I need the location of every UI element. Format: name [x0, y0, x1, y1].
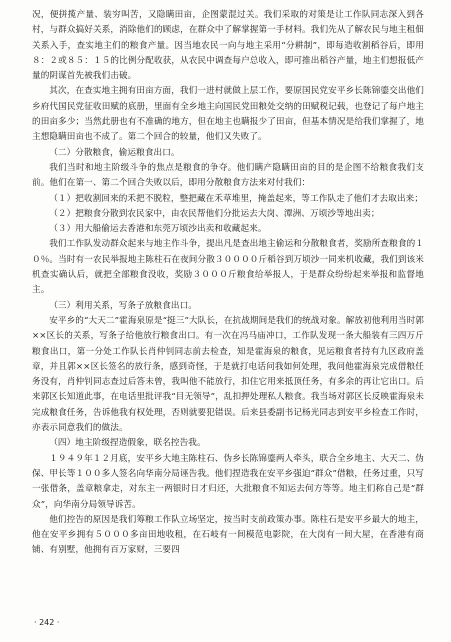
- paragraph: １９４９年１２月底，安平乡大地主陈柱石、伪乡长陈锦鎏两人牵头，联合全乡地主、大天二、伪保、甲长等１００多人签名向华南分局诬告我。他们捏造我在安平乡强迫“群众”借粮，任务过重，只写一张借条，盖章粮拿走，对东主一两银时日才归还，大批粮食不知运去何方等等。地主们称自己是“群众”，向华南分局领导诉苦。: [32, 453, 424, 510]
- page-body: [32, 8, 424, 559]
- list-item: （３）用大船偷运去香港和东莞万顷沙出卖和收藏起来。: [49, 224, 267, 235]
- list-item: （２）把粮食分散到农民家中，由农民帮他们分批运去大岗、潭洲、万顷沙等地出卖；: [49, 208, 380, 219]
- paragraph: 其次，在查实地主拥有田亩方面，我们一进村就做上层工作，要原国民党安平乡长陈锦鎏交出他们乡府代国民党征收田赋的底册，里面有全乡地主向国民党田粮处交纳的田赋税记载，也登记了每户地主的田亩多少；当然此册也有不准确的地方，但在地主也瞒报少了田亩，但基本情况是给我们掌握了，地主想隐瞒田亩也不成了。第二个回合的较量，他们又失败了。: [32, 86, 424, 143]
- paragraph: 我们当时和地主阶级斗争的焦点是粮食的争夺。他们瞒产隐瞒田亩的目的是企图不给粮食我们支前。他们在第一、第二个回合失败以后，即用分散粮食方法来对付我们：: [32, 162, 424, 189]
- paragraph: 况，便拼揽产量、装穷叫苦，又隐瞒田亩，企图蒙混过关。我们采取的对策是让工作队同志深入到各村，与群众搞好关系，消除他们的顾虑，在群众中了解掌握第一手材料。我们先从了解农民与地主租佃关系入手，查实地主们的粮食产量。因当地农民一向与地主采用“分耕制”，即每造收割稻谷后，即用８：２或８５：１５的比例分配收获，从农民中调查每户总收入，即可推出稻谷产量，地主们想报低产量的阴谋首先被我们击破。: [32, 10, 424, 82]
- paragraph: 我们工作队发动群众起来与地主作斗争，提出凡是查出地主偷运和分散粮食者，奖励所查粮食的１０％。当时有一农民举报地主陈柱石在夜间分散３００００斤稻谷到万顷沙一同来机收藏，我们到该米机查实确认后，就把全部粮食没收，奖励３０００斤粮食给举报人，于是群众纷纷起来举报和监督地主。: [32, 239, 424, 296]
- list-item: （１）把收割回来的禾把不脱粒，整把藏在禾草堆里，掩盖起来，等工作队走了他们才去取出来；: [49, 193, 424, 204]
- section-heading: （二）分散粮食，偷运粮食出口。: [49, 147, 180, 158]
- paragraph: 他们控告的原因是我们筹粮工作队立场坚定，按当时支前政策办事。陈柱石是安平乡最大的地主，他在安平乡拥有５０００多亩田地收租，在石岐有一间模范电影院，在大岗有一间大屋，在香港有商铺、有别墅，他拥有百万家财，三要四: [32, 514, 424, 556]
- page-number: · 242 ·: [34, 618, 60, 627]
- section-heading: （三）利用关系，写条子放粮食出口。: [49, 300, 197, 311]
- section-heading: （四）地主阶级捏造假象，联名控告我。: [49, 438, 206, 449]
- paragraph: 安平乡的“大天二”霍海泉原是“挺三”大队长，在抗战期间是我们的统战对象。解放初他利用当时郭××区长的关系，写条子给他放行粮食出口。有一次在冯马庙冲口，工作队发现一条大船装有三四万斤粮食出口，第一分处工作队长肖仲钊同志前去检查，知是霍海泉的粮食，见运粮食者持有九区政府盖章，并且郭××区长签名的放行条，感到奇怪，于是就打电话问我如何处理，我问他霍海泉完成借粮任务没有，肖仲钊同志查过后答未曾，我叫他不能放行，扣住它用来抵顶任务，有多余的再让它出口。后来郭区长知道此事，在电话里批评我“目无领导”，乱扣押处理私人粮食。我当场对郭区长反映霍海泉未完成粮食任务，告诉他我有权处理，否则就要犯错误。后来县委副书记杨光同志到安平乡检查工作时，亦表示同意我们的做法。: [32, 315, 424, 434]
